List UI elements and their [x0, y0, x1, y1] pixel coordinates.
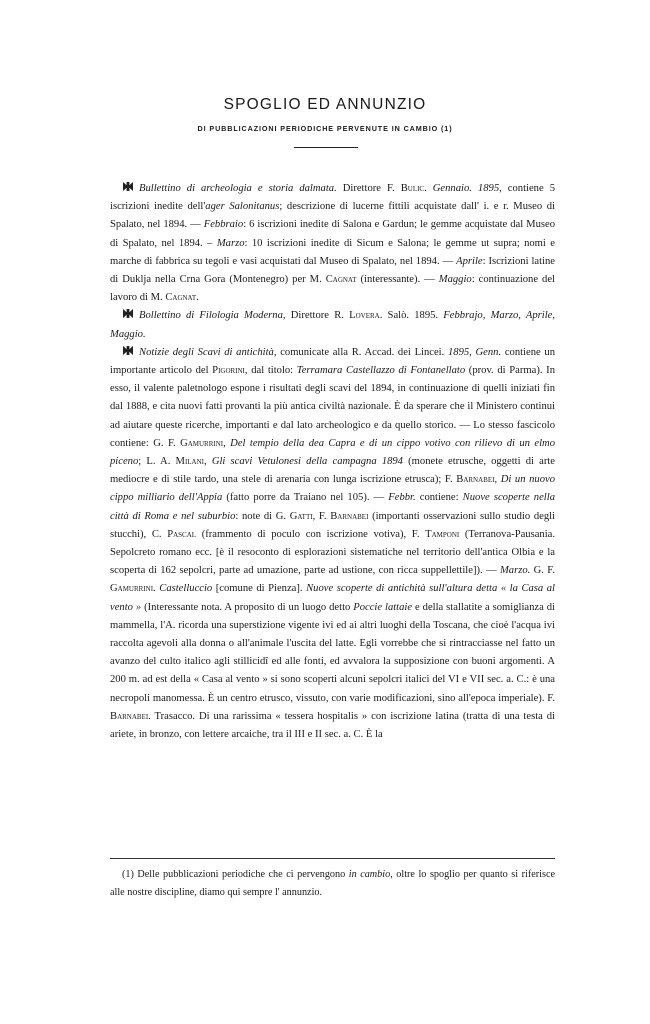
- body-text-run: ; L. A.: [138, 456, 176, 468]
- author-name: Barnabei.: [110, 710, 151, 722]
- entry-paragraph: [110, 180, 555, 307]
- body-text-run: , oltre lo spoglio per quanto si riferisce alle nostre discipline, diamo qui sempre l' annunzio.: [110, 869, 555, 898]
- body-text-run: : 10 iscrizioni inedite di Sicum e Salona; le gemme ut supra; nomi e marche di fabbrica su tegoli e vasi acquistati dal Museo di Spalato, nel 1894. —: [110, 237, 555, 267]
- body-text-run: , F.: [312, 510, 331, 522]
- body-text-run: ; descrizione di lucerne fittili acquistate dall' i. e r. Museo di Spalato, nel 1894. —: [110, 201, 556, 231]
- author-name: Barnabei: [456, 474, 495, 486]
- entry-paragraph: [110, 307, 555, 343]
- body-text-run: (fatto porre da Traiano nel 105). —: [222, 492, 389, 504]
- italic-text: Gennaio. 1895,: [432, 183, 502, 194]
- maltese-cross-icon: [122, 308, 134, 319]
- italic-text: Febbrajo, Marzo, Aprile, Maggio.: [110, 310, 556, 340]
- maltese-cross-icon: [122, 181, 134, 192]
- body-text-run: (Interessante nota. A proposito di un luogo detto: [141, 601, 354, 613]
- italic-text: in cambio: [348, 869, 391, 880]
- body-text-run: , dal titolo:: [244, 365, 297, 377]
- body-text: [110, 180, 555, 744]
- body-text-run: contiene 5 iscrizioni inedite dell': [110, 183, 555, 213]
- body-text-run: , Direttore R.: [282, 310, 350, 322]
- body-text-run: Trasacco. Di una rarissima « tessera hospitalis » con iscrizione latina (tratta di una testa di ariete, in bronzo, con lettere arcaiche, tra il III e II sec. a. C. È la: [110, 710, 555, 741]
- italic-text: Nuove scoperte di antichità sull'altura detta « la Casa al vento »: [110, 583, 556, 613]
- maltese-cross-icon: [122, 345, 134, 356]
- author-name: Tamponi: [425, 528, 460, 540]
- body-text-run: (frammento di poculo con iscrizione votiva), F.: [196, 528, 426, 540]
- italic-text: Notizie degli Scavi di antichità: [139, 346, 274, 358]
- footnote-rule: [110, 858, 555, 859]
- author-name: Pigorini: [212, 365, 245, 377]
- body-text-run: Salò. 1895.: [382, 310, 444, 322]
- author-name: Lovera.: [349, 310, 383, 322]
- body-text-run: , comunicate alla R. Accad. dei Lincei.: [273, 346, 448, 358]
- italic-text: Del tempio della dea Capra e di un cippo votivo con rilievo di un elmo piceno: [110, 437, 555, 468]
- author-name: Gatti: [289, 510, 313, 522]
- italic-text: Aprile: [456, 255, 483, 267]
- title-rule: [294, 147, 358, 148]
- body-text-run: : 6 iscrizioni inedite di Salona e Gardun; le gemme acquistate dal Museo di Spalato, nel 1894. –: [110, 219, 555, 249]
- author-name: Milani: [175, 456, 204, 468]
- body-text-run: : Iscrizioni latine di Duklja nella Crna Gora (Montenegro) per M.: [110, 255, 555, 286]
- italic-text: Nuove scoperte nella città di Roma e nel suburbio: [110, 492, 555, 522]
- author-name: Cagnat: [325, 274, 357, 286]
- body-text-run: (prov. di Parma). In esso, il valente paletnologo espone i risultati degli scavi del 1894, in continuazione di quelli iniziati fin dal 1888, e cita nuovi fatti provanti la più antica civiltà nazionale. È da sperare che il Ministero continui ad aiutare queste ricerche, importanti e dal lato archeologico e da quello storico. — Lo stesso fascicolo contiene: G. F.: [110, 365, 555, 449]
- italic-text: Castelluccio: [159, 583, 213, 595]
- body-text-run: e della stallatite a somiglianza di mammella, l'A. ricorda una superstizione vigente ivi ed ai altri luoghi della Toscana, che cioè l'acqua ivi raccolta agevoli alla donna o all'animale l'uscita del latte. Egli vorrebbe che si rintracciasse nel fatto un avanzo del culto italico agli stillicidî ed alle fonti, ed avvalora la supposizione con buoni argomenti. A 200 m. ad est della « Casa al vento » si sono scoperti alcuni sepolcri italici del VI e VII sec. a. C.: è una necropoli manomessa. È un centro etrusco, vissuto, con varie modificazioni, sino all'epoca imperiale). F.: [110, 601, 555, 704]
- body-text-run: ,: [223, 437, 231, 449]
- body-text-run: ,: [494, 474, 501, 486]
- italic-text: Gli scavi Vetulonesi della campagna 1894: [211, 456, 403, 468]
- body-text-run: : continuazione del lavoro di M.: [110, 274, 555, 304]
- body-text-run: (1) Delle pubblicazioni periodiche che ci pervengono: [122, 869, 349, 880]
- author-name: Gamurrini.: [110, 583, 156, 595]
- body-text-run: : note di G.: [235, 510, 290, 522]
- page-title: SPOGLIO ED ANNUNZIO: [223, 96, 427, 113]
- body-text-run: G. F.: [530, 565, 555, 577]
- body-text-run: [comune di Pienza].: [212, 583, 307, 595]
- italic-text: Bullettino di archeologia e storia dalmata.: [139, 183, 337, 194]
- italic-text: Poccie lattaie: [353, 601, 413, 613]
- body-text-run: (monete etrusche, oggetti di arte mediocre e di stile tardo, una stele di arenaria con lunga iscrizione etrusca); F.: [110, 456, 555, 486]
- page-subtitle: DI PUBBLICAZIONI PERIODICHE PERVENUTE IN CAMBIO (1): [197, 124, 453, 133]
- author-name: Pascal: [167, 528, 197, 540]
- italic-text: Di un nuovo cippo milliario dell'Appia: [110, 474, 556, 504]
- italic-text: Maggio: [438, 274, 472, 286]
- author-name: Barnabei: [330, 510, 369, 522]
- body-text-run: Direttore F.: [336, 183, 401, 194]
- italic-text: Marzo: [216, 237, 245, 249]
- italic-text: Febbraio: [203, 219, 244, 231]
- body-text-run: (Terranova-Pausania. Sepolcreto romano ecc. [è il resoconto di esplorazioni sistematiche nel territorio dell'antica Olbia e la scoperta di 162 sepolcri, parte ad umazione, parte ad ustione, con ricca suppellettile]). —: [110, 528, 556, 577]
- italic-text: 1895, Genn.: [447, 346, 502, 358]
- italic-text: Marzo.: [499, 565, 531, 577]
- body-text-run: (importanti osservazioni sullo studio degli stucchi), C.: [110, 510, 556, 540]
- italic-text: Bollettino di Filologia Moderna: [139, 310, 283, 322]
- body-text-run: contiene:: [415, 492, 463, 504]
- body-text-run: (interessante). —: [356, 274, 439, 286]
- footnote: [110, 866, 555, 902]
- italic-text: Terramara Castellazzo di Fontanellato: [296, 365, 466, 377]
- italic-text: Febbr.: [388, 492, 416, 504]
- entry-paragraph: [110, 344, 555, 744]
- italic-text: ager Salonitanus: [205, 201, 280, 213]
- author-name: Cagnat.: [165, 292, 199, 304]
- body-text-run: ,: [204, 456, 212, 468]
- body-text-run: contiene un importante articolo del: [110, 346, 555, 377]
- author-name: Bulic.: [400, 183, 427, 194]
- author-name: Gamurrini: [180, 437, 224, 449]
